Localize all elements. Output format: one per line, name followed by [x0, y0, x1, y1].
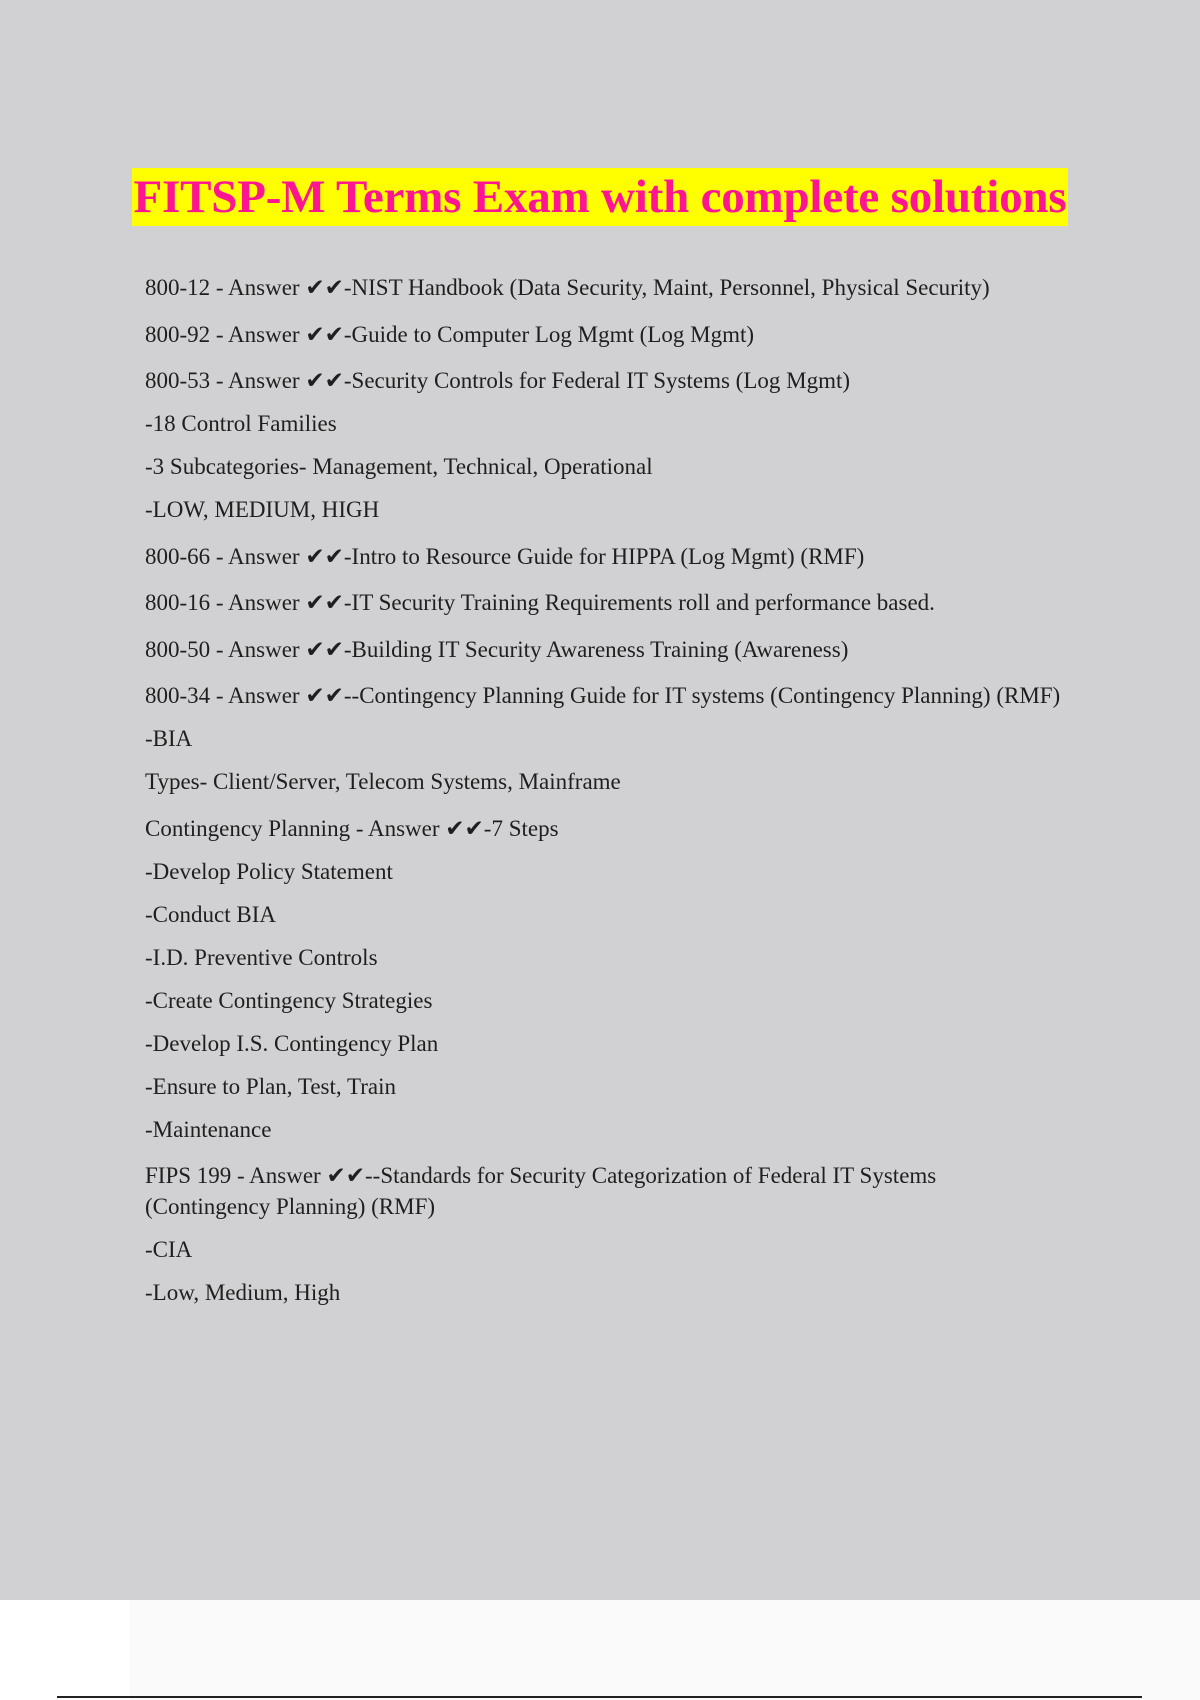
detail-line: -Develop Policy Statement	[145, 858, 393, 884]
detail-line: Types- Client/Server, Telecom Systems, Mainframe	[145, 769, 621, 794]
document-body	[145, 272, 1065, 1324]
footer-divider	[57, 1696, 1142, 1698]
answer-line: FIPS 199 - Answer ✔✔--Standards for Security Categorization of Federal IT Systems (Contingency Planning) (RMF)	[145, 1163, 942, 1219]
detail-line: -I.D. Preventive Controls	[145, 944, 378, 970]
detail-line: -Conduct BIA	[145, 901, 276, 927]
detail-line: -Create Contingency Strategies	[145, 987, 433, 1013]
title-wrapper	[0, 168, 1200, 226]
page-footer	[0, 1600, 1200, 1700]
detail-line: -CIA	[145, 1237, 193, 1262]
answer-line: 800-92 - Answer ✔✔-Guide to Computer Log Mgmt (Log Mgmt)	[145, 321, 755, 347]
detail-line: -3 Subcategories- Management, Technical, Operational	[145, 454, 653, 479]
detail-line: -Low, Medium, High	[145, 1280, 341, 1305]
answer-line: 800-16 - Answer ✔✔-IT Security Training Requirements roll and performance based.	[145, 590, 935, 615]
detail-line: -LOW, MEDIUM, HIGH	[145, 497, 380, 522]
detail-line: -BIA	[145, 726, 193, 751]
answer-line: 800-12 - Answer ✔✔-NIST Handbook (Data Security, Maint, Personnel, Physical Security)	[145, 275, 990, 300]
detail-line: -18 Control Families	[145, 411, 337, 436]
footer-panel	[130, 1600, 1200, 1700]
answer-line: Contingency Planning - Answer ✔✔-7 Steps	[145, 815, 559, 841]
answer-line: 800-34 - Answer ✔✔--Contingency Planning Guide for IT systems (Contingency Planning) (RMF)	[145, 683, 1061, 708]
detail-line: -Maintenance	[145, 1116, 272, 1142]
detail-line: -Ensure to Plan, Test, Train	[145, 1073, 396, 1099]
document-title: FITSP-M Terms Exam with complete solutions	[132, 168, 1069, 226]
detail-line: -Develop I.S. Contingency Plan	[145, 1030, 439, 1056]
answer-line: 800-50 - Answer ✔✔-Building IT Security Awareness Training (Awareness)	[145, 636, 849, 662]
answer-line: 800-53 - Answer ✔✔-Security Controls for Federal IT Systems (Log Mgmt)	[145, 368, 851, 393]
answer-line: 800-66 - Answer ✔✔-Intro to Resource Guide for HIPPA (Log Mgmt) (RMF)	[145, 543, 865, 569]
